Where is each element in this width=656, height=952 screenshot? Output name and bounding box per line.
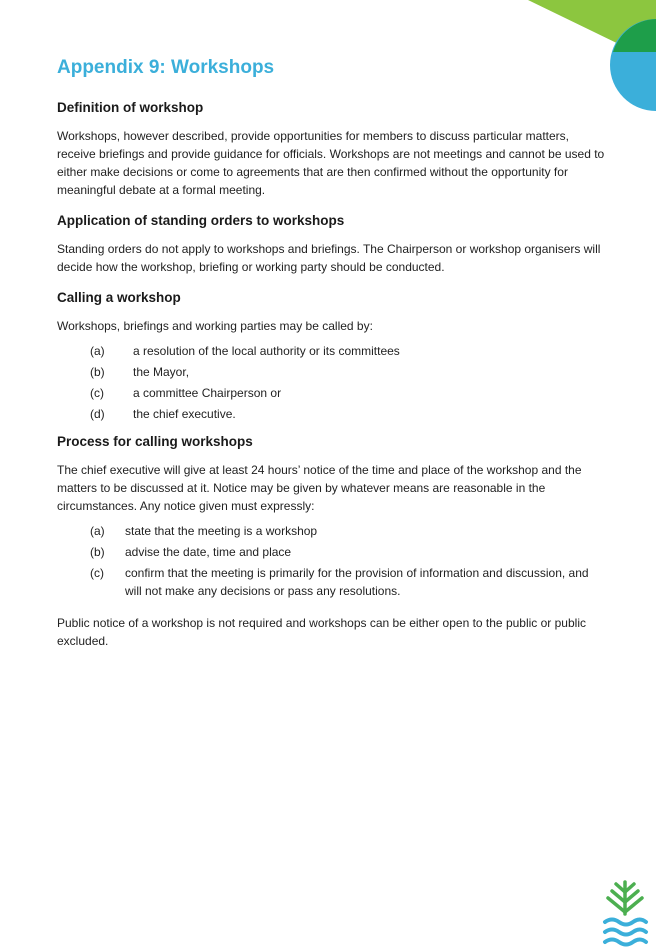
notice-requirements-list — [57, 522, 605, 600]
list-item-label: (d) — [90, 407, 105, 421]
list-item — [57, 405, 605, 423]
list-item-text: the chief executive. — [133, 407, 236, 421]
list-item-text: a resolution of the local authority or its committees — [133, 344, 400, 358]
list-item-label: (c) — [90, 386, 104, 400]
section-paragraph: Workshops, however described, provide opportunities for members to discuss particular matters, receive briefings and provide guidance for officials. Workshops are not meetings and cannot be used to either make decisions or come to agreements that are then confirmed without the opportunity for meaningful debate at a formal meeting. — [57, 129, 605, 197]
list-item-label: (b) — [90, 545, 105, 559]
section-heading-calling: Calling a workshop — [57, 290, 181, 305]
list-item — [57, 384, 605, 402]
list-item-text: state that the meeting is a workshop — [125, 524, 318, 538]
document-body — [57, 56, 605, 663]
caller-list — [57, 342, 605, 423]
list-item — [57, 342, 605, 360]
list-item-text: confirm that the meeting is primarily for the provision of information and discussion, and will not make any decisions or pass any resolutions. — [125, 566, 589, 598]
section-heading-standing-orders: Application of standing orders to workshops — [57, 213, 345, 228]
list-item-text: the Mayor, — [133, 365, 190, 379]
list-item-label: (a) — [90, 524, 105, 538]
list-item — [57, 522, 605, 540]
list-item-text: a committee Chairperson or — [133, 386, 282, 400]
list-item-label: (a) — [90, 344, 105, 358]
council-logo-icon — [600, 878, 650, 948]
section-closing: Public notice of a workshop is not required and workshops can be either open to the public or public excluded. — [57, 616, 586, 648]
list-item — [57, 363, 605, 381]
page-title: Appendix 9: Workshops — [57, 57, 275, 78]
section-intro: The chief executive will give at least 24 hours’ notice of the time and place of the workshop and the matters to be discussed at it. Notice may be given by whatever means are reasonable in the circumstances. Any notice given must expressly: — [57, 463, 582, 513]
list-item-text: advise the date, time and place — [125, 545, 292, 559]
list-item — [57, 543, 605, 561]
section-intro: Workshops, briefings and working parties may be called by: — [57, 319, 373, 333]
section-heading-process: Process for calling workshops — [57, 434, 253, 449]
section-heading-definition: Definition of workshop — [57, 100, 204, 115]
section-paragraph: Standing orders do not apply to workshops and briefings. The Chairperson or workshop organisers will decide how the workshop, briefing or working party should be conducted. — [57, 242, 601, 274]
list-item-label: (c) — [90, 566, 104, 580]
list-item — [57, 564, 605, 600]
list-item-label: (b) — [90, 365, 105, 379]
